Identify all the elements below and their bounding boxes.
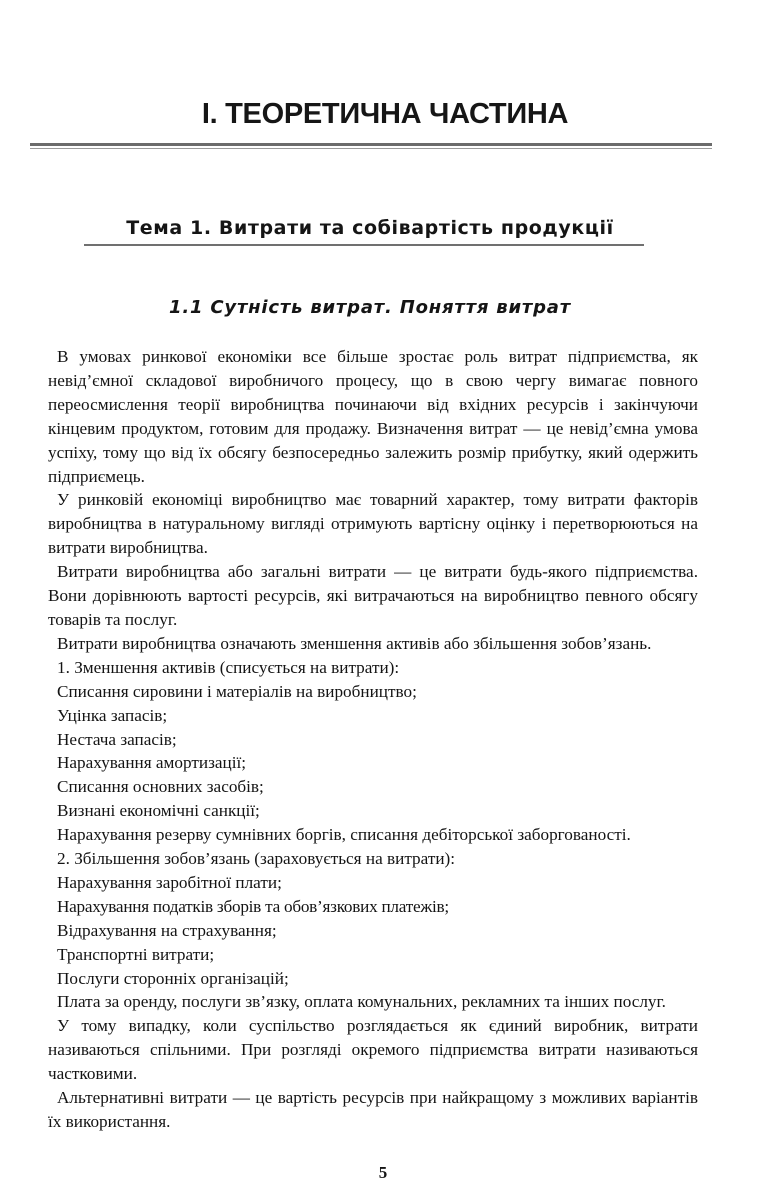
title-underline-thick [30, 143, 712, 146]
list-item: Визнані економічні санкції; [57, 801, 260, 821]
list-item: Нарахування амортизації; [57, 753, 247, 773]
topic-title: Тема 1. Витрати та собівартість продукції [126, 217, 614, 239]
paragraph: Витрати виробництва або загальні витрати — це витрати будь-якого підприємства. Вони дорівнюють вартості ресурсів, які витрачаються на виробництво певного обсягу товарів та послуг. [48, 562, 698, 629]
paragraph: У тому випадку, коли суспільство розглядається як єдиний виробник, витрати називаються спільними. При розгляді окремого підприємства витрати називаються частковими. [48, 1016, 698, 1084]
title-underline-thin [30, 148, 712, 149]
topic-underline [84, 244, 644, 246]
list-item: Відрахування на страхування; [57, 920, 277, 940]
list-item: Нарахування заробітної плати; [57, 872, 282, 892]
list-heading: 2. Збільшення зобов’язань (зараховується на витрати): [57, 849, 456, 869]
paragraph: У ринковій економіці виробництво має товарний характер, тому витрати факторів виробництва в натуральному вигляді отримують вартісну оцінку і перетворюються на витрати виробництва. [48, 490, 698, 558]
list-item: Списання основних засобів; [57, 777, 264, 797]
list-item: Послуги сторонніх організацій; [57, 968, 289, 988]
page-number: 5 [378, 1163, 388, 1182]
section-title: 1.1 Сутність витрат. Поняття витрат [169, 297, 571, 318]
paragraph: В умовах ринкової економіки все більше зростає роль витрат підприємства, як невід’ємної складової виробничого процесу, що в свою чергу вимагає повного переосмислення теорії виробництва починаючи від вхідних ресурсів і закінчуючи кінцевим продуктом, готовим для продажу. Визначення витрат — це невід’ємна умова успіху, тому що від їх обсягу безпосередньо залежить розмір прибутку, який одержить підприємець. [48, 347, 698, 486]
list-item: Нарахування резерву сумнівних боргів, списання дебіторської заборгованості. [57, 825, 631, 845]
list-heading: 1. Зменшення активів (списується на витрати): [57, 657, 400, 677]
list-item: Нестача запасів; [57, 729, 177, 749]
paragraph: Альтернативні витрати — це вартість ресурсів при найкращому з можливих варіантів їх використання. [48, 1088, 698, 1131]
list-item: Транспортні витрати; [57, 944, 215, 964]
body-text [48, 345, 698, 1134]
list-item: Списання сировини і матеріалів на виробництво; [57, 681, 417, 701]
part-title: I. ТЕОРЕТИЧНА ЧАСТИНА [201, 98, 569, 130]
paragraph: Витрати виробництва означають зменшення активів або збільшення зобов’язань. [57, 633, 652, 653]
list-item: Уцінка запасів; [57, 705, 168, 725]
list-item: Плата за оренду, послуги зв’язку, оплата комунальних, рекламних та інших послуг. [57, 992, 666, 1012]
list-item: Нарахування податків зборів та обов’язкових платежів; [57, 896, 449, 916]
